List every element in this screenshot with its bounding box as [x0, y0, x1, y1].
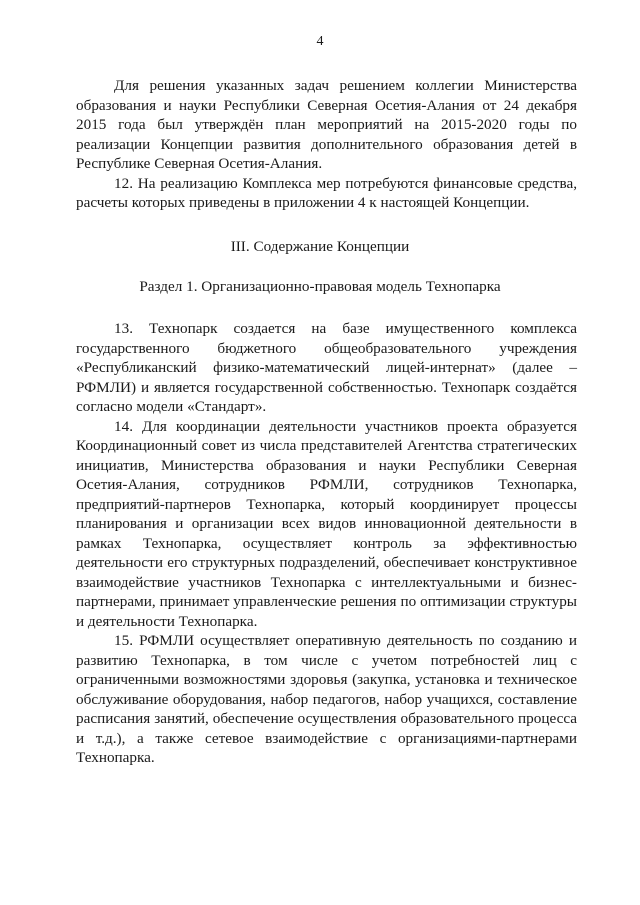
intro-text-block — [76, 76, 577, 213]
paragraph-14-coordination-council: 14. Для координации деятельности участников проекта образуется Координационный совет из числа представителей Агентства стратегических инициатив, Министерства образования и науки Республики Северная Осетия-Алания, сотрудников РФМЛИ, сотрудников Технопарка, предприятий-партнеров Технопарка, который координирует процессы планирования и организации всех видов инновационной деятельности в рамках Технопарка, осуществляет контроль за эффективностью деятельности его структурных подразделений, обеспечивает конструктивное взаимодействие участников Технопарка с интеллектуальными и бизнес-партнерами, принимает управленческие решения по оптимизации структуры и деятельности Технопарка. — [76, 417, 577, 630]
paragraph-13-technopark-basis: 13. Технопарк создается на базе имущественного комплекса государственного бюджетного общеобразовательного учреждения «Республиканский физико-математический лицей-интернат» (далее – РФМЛИ) и является государственной собственностью. Технопарк создаётся согласно модели «Стандарт». — [76, 320, 577, 415]
paragraph-plan-approval: Для решения указанных задач решением коллегии Министерства образования и науки Республики Северная Осетия-Алания от 24 декабря 2015 года был утверждён план мероприятий на 2015-2020 годы по реализации Концепции развития дополнительного образования детей в Республике Северная Осетия-Алания. — [76, 77, 577, 172]
paragraph-15-rfmli-operations: 15. РФМЛИ осуществляет оперативную деятельность по созданию и развитию Технопарка, в том числе с учетом потребностей лиц с ограниченными возможностями здоровья (закупка, установка и техническое обслуживание оборудования, набор педагогов, набор учащихся, составление расписания занятий, обеспечение осуществления образовательного процесса и т.д.), а также сетевое взаимодействие с организациями-партнерами Технопарка. — [76, 632, 577, 766]
main-text-block — [76, 319, 577, 768]
part-heading: Раздел 1. Организационно-правовая модель Технопарка — [139, 278, 501, 295]
paragraph-12-financing: 12. На реализацию Комплекса мер потребуются финансовые средства, расчеты которых приведены в приложении 4 к настоящей Концепции. — [76, 174, 577, 211]
section-heading: III. Содержание Концепции — [230, 238, 410, 255]
page-number: 4 — [316, 34, 324, 49]
